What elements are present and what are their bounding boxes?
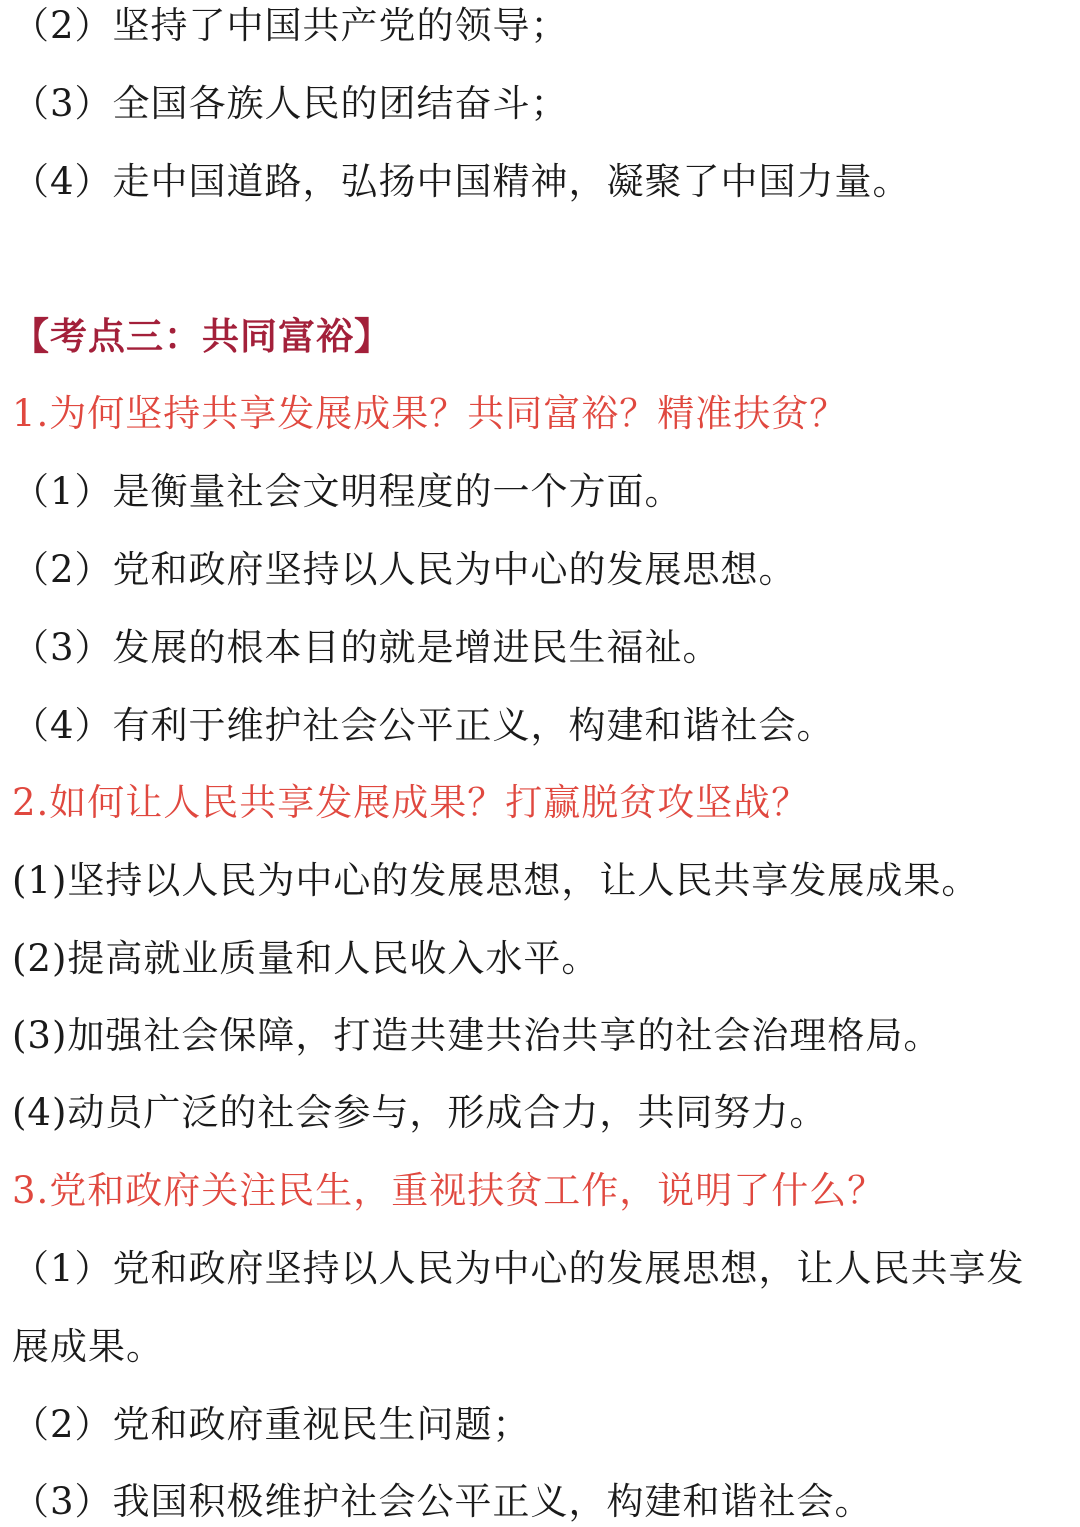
q2-answer-4: (4)动员广泛的社会参与，形成合力，共同努力。 <box>12 1091 828 1134</box>
question-3: 3.党和政府关注民生，重视扶贫工作，说明了什么？ <box>12 1169 886 1212</box>
q1-answer-1: （1）是衡量社会文明程度的一个方面。 <box>12 470 683 513</box>
intro-item-4: （4）走中国道路，弘扬中国精神，凝聚了中国力量。 <box>12 160 911 203</box>
intro-item-2: （2）坚持了中国共产党的领导； <box>12 4 569 47</box>
question-1: 1.为何坚持共享发展成果？共同富裕？精准扶贫？ <box>12 392 848 435</box>
q2-answer-1: (1)坚持以人民为中心的发展思想，让人民共享发展成果。 <box>12 859 980 902</box>
q1-answer-3: （3）发展的根本目的就是增进民生福祉。 <box>12 626 721 669</box>
q3-answer-2: （2）党和政府重视民生问题； <box>12 1403 531 1446</box>
q2-answer-2: (2)提高就业质量和人民收入水平。 <box>12 937 600 980</box>
q1-answer-2: （2）党和政府坚持以人民为中心的发展思想。 <box>12 548 797 591</box>
intro-item-3: （3）全国各族人民的团结奋斗； <box>12 82 569 125</box>
question-2: 2.如何让人民共享发展成果？打赢脱贫攻坚战？ <box>12 781 810 824</box>
q3-answer-1: （1）党和政府坚持以人民为中心的发展思想，让人民共享发 <box>12 1247 1025 1290</box>
section-heading: 【考点三：共同富裕】 <box>12 315 392 358</box>
q1-answer-4: （4）有利于维护社会公平正义，构建和谐社会。 <box>12 704 835 747</box>
q3-answer-1-continued: 展成果。 <box>12 1325 164 1368</box>
q3-answer-3: （3）我国积极维护社会公平正义，构建和谐社会。 <box>12 1480 873 1523</box>
q2-answer-3: (3)加强社会保障，打造共建共治共享的社会治理格局。 <box>12 1014 942 1057</box>
